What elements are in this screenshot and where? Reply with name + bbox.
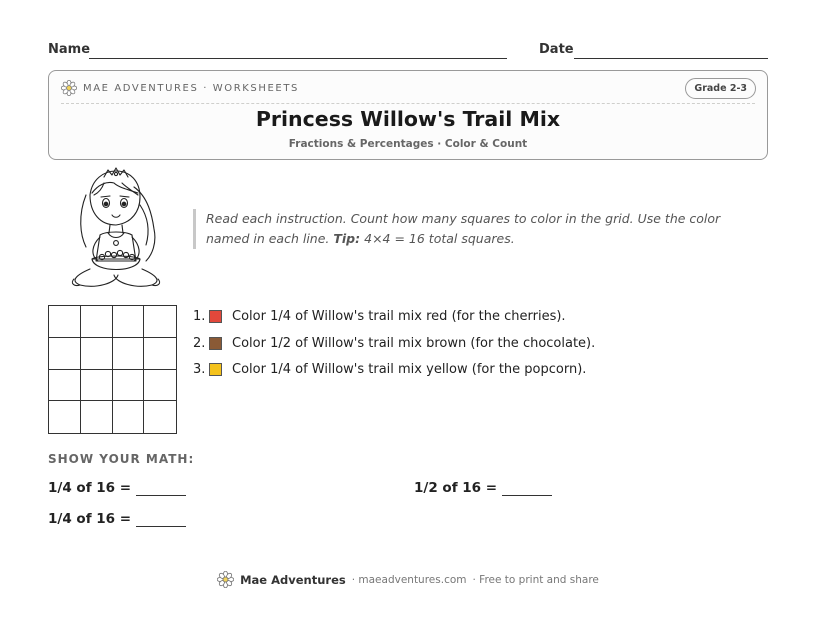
daisy-icon <box>61 80 77 96</box>
task-item <box>193 306 566 326</box>
math-text: 1/4 of 16 = <box>48 480 132 496</box>
grid-cell[interactable] <box>49 370 81 402</box>
grade-badge: Grade 2-3 <box>685 78 756 99</box>
page-title: Princess Willow's Trail Mix <box>255 107 561 131</box>
math-problem <box>414 480 552 496</box>
math-problem <box>48 511 186 527</box>
footer <box>0 571 816 588</box>
header-divider <box>61 103 755 104</box>
answer-blank[interactable] <box>136 513 186 527</box>
date-line[interactable] <box>574 58 768 59</box>
red-swatch <box>209 310 222 323</box>
color-grid <box>48 305 177 434</box>
grid-cell[interactable] <box>144 306 176 338</box>
footer-site[interactable]: · maeadventures.com <box>351 573 467 586</box>
grid-cell[interactable] <box>144 370 176 402</box>
grid-cell[interactable] <box>81 370 113 402</box>
grid-cell[interactable] <box>81 401 113 433</box>
math-problem <box>48 480 186 496</box>
answer-blank[interactable] <box>136 482 186 496</box>
brown-swatch <box>209 337 222 350</box>
grid-cell[interactable] <box>144 338 176 370</box>
grid-cell[interactable] <box>113 306 145 338</box>
task-text: Color 1/2 of Willow's trail mix brown (for the chocolate). <box>232 335 596 351</box>
name-line[interactable] <box>89 58 507 59</box>
task-text: Color 1/4 of Willow's trail mix yellow (for the popcorn). <box>232 361 587 377</box>
task-number: 1. <box>193 308 206 324</box>
grid-cell[interactable] <box>113 338 145 370</box>
daisy-icon <box>217 571 234 588</box>
grid-cell[interactable] <box>49 401 81 433</box>
show-math-label: SHOW YOUR MATH: <box>48 452 195 466</box>
grid-cell[interactable] <box>49 306 81 338</box>
brand-line <box>61 80 299 96</box>
date-label: Date <box>539 42 574 57</box>
task-text: Color 1/4 of Willow's trail mix red (for the cherries). <box>232 308 566 324</box>
grid-cell[interactable] <box>81 306 113 338</box>
name-date-row <box>48 42 768 62</box>
task-item <box>193 359 586 379</box>
grid-cell[interactable] <box>113 370 145 402</box>
tip-label: Tip: <box>333 231 361 246</box>
grid-cell[interactable] <box>113 401 145 433</box>
page-subtitle: Fractions & Percentages · Color & Count <box>288 138 528 150</box>
footer-note: · Free to print and share <box>472 573 599 586</box>
name-label: Name <box>48 42 91 57</box>
math-text: 1/2 of 16 = <box>414 480 498 496</box>
grid-cell[interactable] <box>81 338 113 370</box>
answer-blank[interactable] <box>502 482 552 496</box>
brand-text: MAE ADVENTURES · WORKSHEETS <box>83 82 299 94</box>
yellow-swatch <box>209 363 222 376</box>
princess-illustration <box>56 165 176 295</box>
task-number: 2. <box>193 335 206 351</box>
task-item <box>193 333 595 353</box>
instruction-text <box>193 209 767 249</box>
grid-cell[interactable] <box>49 338 81 370</box>
header-card <box>48 70 768 160</box>
tip-text: 4×4 = 16 total squares. <box>364 231 515 246</box>
instruction-body: Read each instruction. Count how many squares to color in the grid. Use the color named in each line. <box>206 211 721 246</box>
math-text: 1/4 of 16 = <box>48 511 132 527</box>
task-number: 3. <box>193 361 206 377</box>
grid-cell[interactable] <box>144 401 176 433</box>
footer-brand: Mae Adventures <box>240 572 346 587</box>
